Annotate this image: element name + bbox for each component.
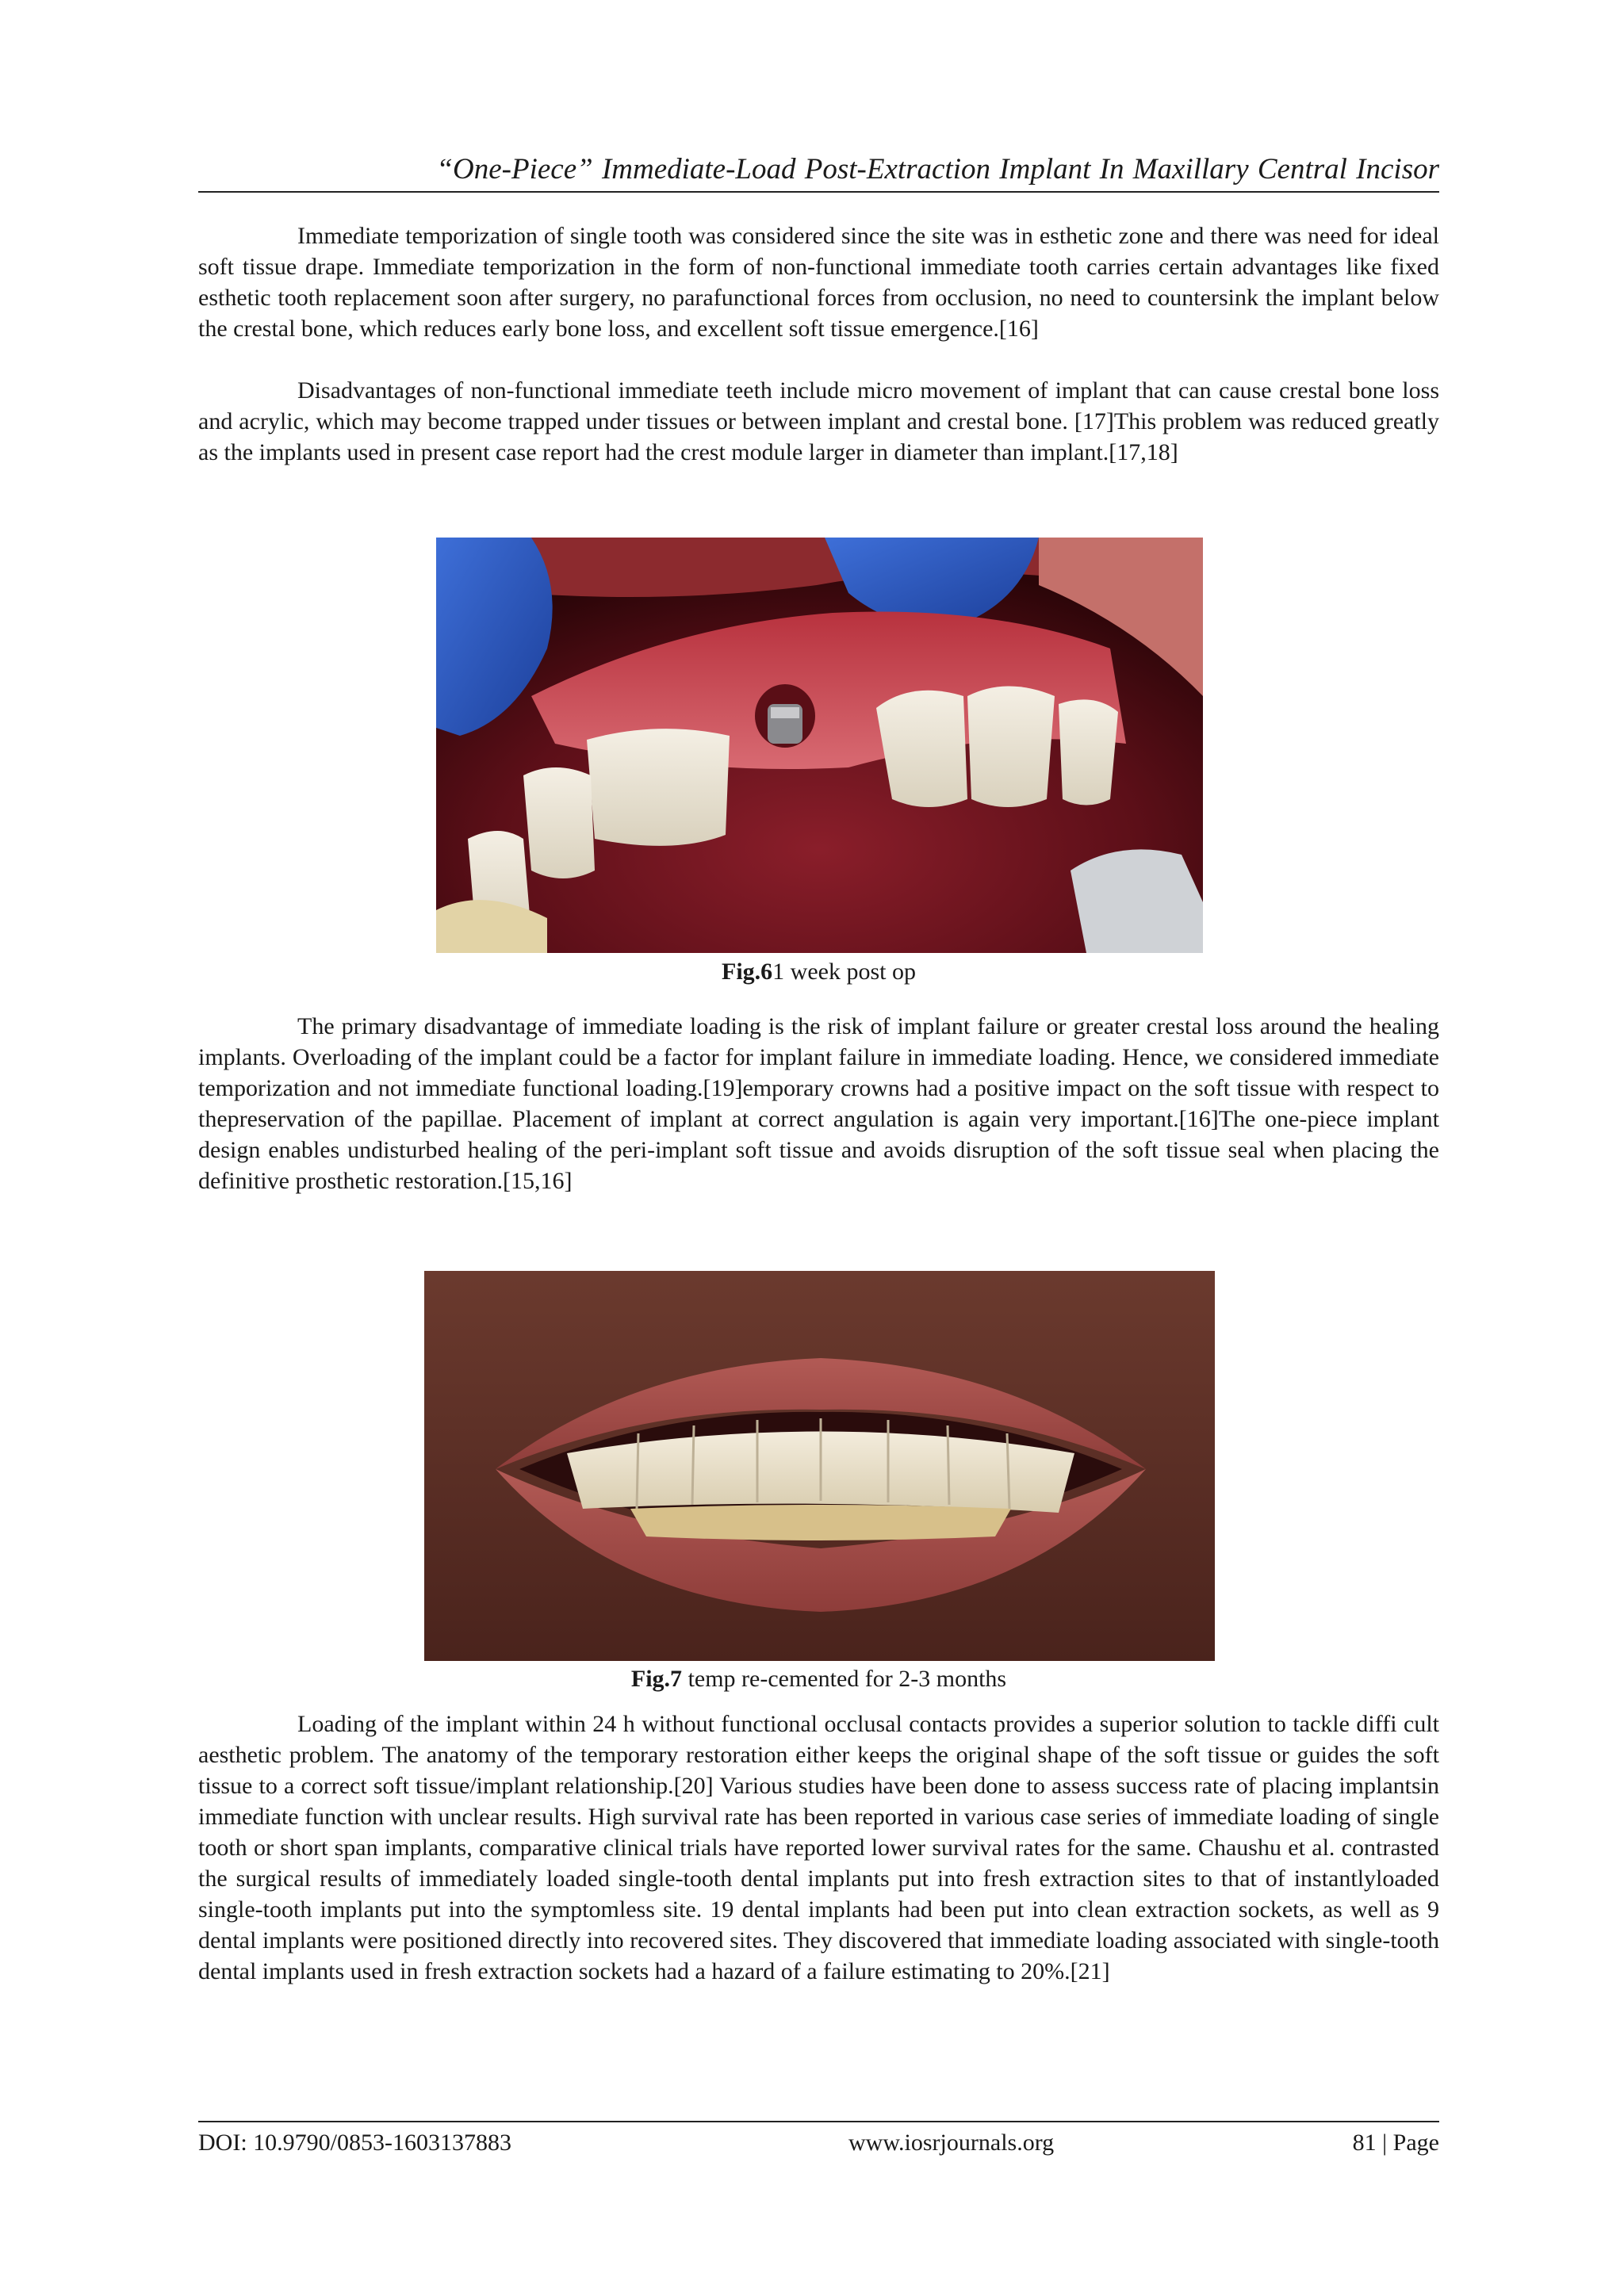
- footer-doi: DOI: 10.9790/0853-1603137883: [198, 2130, 511, 2156]
- figure-7-caption: [198, 1665, 1439, 1693]
- figure-6-image: [436, 538, 1203, 953]
- figure-6-photo: [436, 538, 1203, 953]
- header-rule: [198, 191, 1439, 193]
- paper-page: [198, 0, 1439, 2296]
- page-footer: [198, 2127, 1439, 2159]
- paragraph-3: The primary disadvantage of immediate loading is the risk of implant failure or greater crestal loss around the healing implants. Overloading of the implant could be a factor for implant failure in immediate loading. Hence, we considered immediate temporization and not immediate functional loading.[19]emporary crowns had a positive impact on the soft tissue with respect to thepreservation of the papillae. Placement of implant at correct angulation is again very important.[16]The one-piece implant design enables undisturbed healing of the peri-implant soft tissue and avoids disruption of the soft tissue seal when placing the definitive prosthetic restoration.[15,16]: [198, 1013, 1439, 1194]
- figure-6-caption: [198, 958, 1439, 986]
- figure-7-photo: [424, 1271, 1215, 1661]
- footer-rule: [198, 2121, 1439, 2122]
- figure-6-label: Fig.6: [722, 959, 773, 985]
- paragraph-2: Disadvantages of non-functional immediate teeth include micro movement of implant that can cause crestal bone loss and acrylic, which may become trapped under tissues or between implant and crestal bone. [17]This problem was reduced greatly as the implants used in present case report had the crest module larger in diameter than implant.[17,18]: [198, 377, 1439, 465]
- running-header: “One-Piece” Immediate-Load Post-Extraction Implant In Maxillary Central Incisor: [436, 153, 1439, 186]
- footer-website: www.iosrjournals.org: [848, 2130, 1055, 2156]
- paragraph-4: Loading of the implant within 24 h without functional occlusal contacts provides a superior solution to tackle diffi cult aesthetic problem. The anatomy of the temporary restoration either keeps the original shape of the soft tissue or guides the soft tissue to a correct soft tissue/implant relationship.[20] Various studies have been done to assess success rate of placing implantsin immediate function with unclear results. High survival rate has been reported in various case series of immediate loading of single tooth or short span implants, comparative clinical trials have reported lower survival rates for the same. Chaushu et al. contrasted the surgical results of immediately loaded single-tooth dental implants put into fresh extraction sites to that of instantlyloaded single-tooth implants put into the symptomless site. 19 dental implants had been put into clean extraction sockets, as well as 9 dental implants were positioned directly into recovered sites. They discovered that immediate loading associated with single-tooth dental implants used in fresh extraction sockets had a hazard of a failure estimating to 20%.[21]: [198, 1711, 1439, 1984]
- paragraph-1: Immediate temporization of single tooth was considered since the site was in esthetic zone and there was need for ideal soft tissue drape. Immediate temporization in the form of non-functional immediate tooth carries certain advantages like fixed esthetic tooth replacement soon after surgery, no parafunctional forces from occlusion, no need to countersink the implant below the crestal bone, which reduces early bone loss, and excellent soft tissue emergence.[16]: [198, 223, 1439, 342]
- figure-6-caption-text: 1 week post op: [772, 959, 916, 985]
- figure-7-caption-text: temp re-cemented for 2-3 months: [682, 1666, 1007, 1692]
- footer-page-number: 81 | Page: [1352, 2130, 1439, 2156]
- figure-7-image: [424, 1271, 1215, 1661]
- figure-7-label: Fig.7: [630, 1666, 683, 1692]
